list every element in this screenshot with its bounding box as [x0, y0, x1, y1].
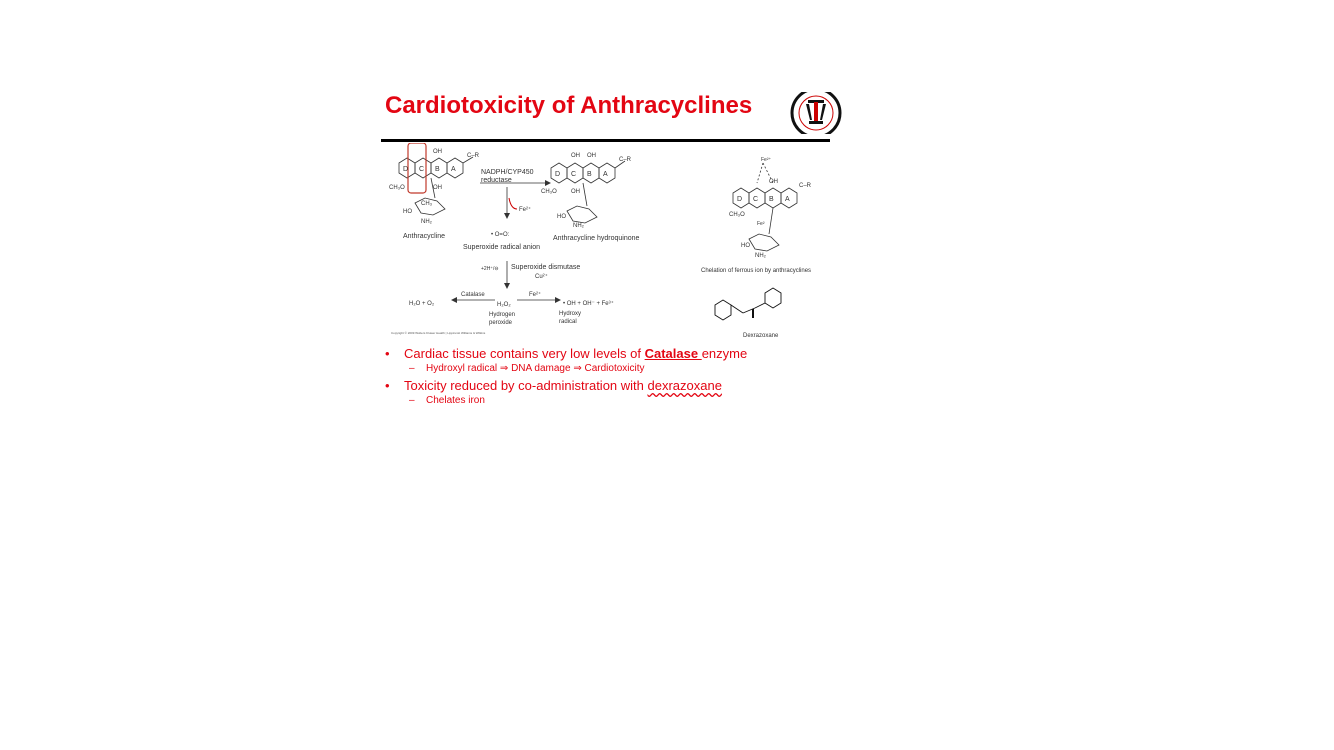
peroxide-label: peroxide: [489, 320, 513, 326]
bullet-text: Toxicity reduced by co-administration with: [404, 378, 648, 393]
copyright-line: Copyright © 2009 Wolters Kluwer Health | Lippincott Williams & Wilkins: [391, 331, 486, 335]
bullet-item: [385, 346, 845, 361]
ring-label: A: [785, 196, 790, 203]
oh-label: OH: [769, 179, 778, 185]
ho-label: HO: [557, 214, 566, 220]
radical-label: radical: [559, 319, 577, 325]
anthracycline-caption: Anthracycline: [403, 233, 446, 240]
dexrazoxane-caption: Dexrazoxane: [743, 333, 779, 339]
oh-label: OH: [433, 185, 442, 191]
bullet-symbol: •: [385, 378, 390, 393]
o2-radical-label: • O=O:: [491, 232, 510, 238]
dash-symbol: –: [409, 363, 415, 374]
water-products: H₂O + O₂: [409, 301, 435, 307]
bullet-text: Cardiac tissue contains very low levels of: [404, 346, 645, 361]
hydroxyl-products: • OH + OH⁻ + Fe³⁺: [563, 301, 614, 307]
bullet-symbol: •: [385, 346, 390, 361]
fe2-label: Fe²⁺: [519, 207, 532, 213]
ho-label: HO: [403, 209, 412, 215]
dexrazoxane-keyword: dexrazoxane: [647, 378, 722, 393]
ch3o-label: CH₃O: [389, 185, 405, 191]
catalase-keyword: Catalase: [644, 346, 702, 361]
enzyme-label: NADPH/CYP450: [481, 169, 534, 176]
cr-label: C–R: [467, 153, 480, 159]
sub-bullet-text: Chelates iron: [426, 395, 485, 406]
slide-title: Cardiotoxicity of Anthracyclines: [385, 92, 753, 119]
cu-label: Cu²⁺: [535, 274, 548, 280]
nh2-label: NH₂: [755, 253, 766, 259]
university-logo: [790, 92, 842, 134]
dismutase-label: Superoxide dismutase: [511, 264, 581, 271]
ring-label: C: [753, 196, 759, 203]
fe2-label: Fe²⁺: [529, 292, 542, 298]
bullet-list: [385, 345, 845, 410]
oh-label: OH: [571, 189, 580, 195]
ring-label: C: [571, 171, 577, 178]
ring-label: D: [403, 166, 409, 173]
oh-label: OH: [433, 149, 442, 155]
h2o2-label: H₂O₂: [497, 302, 511, 308]
catalase-label: Catalase: [461, 292, 485, 298]
ho-label: HO: [741, 243, 750, 249]
ring-label: A: [451, 166, 456, 173]
ring-label: D: [555, 171, 561, 178]
hydrogen-label: Hydrogen: [489, 312, 516, 318]
bullet-text-tail: enzyme: [701, 346, 748, 361]
dash-symbol: –: [409, 395, 415, 406]
nh2-label: NH₂: [421, 219, 432, 225]
nh2-label: NH₂: [573, 223, 584, 229]
bullet-item: [385, 378, 845, 393]
fe-inner-label: Fe²: [757, 221, 765, 227]
cr-label: C–R: [799, 183, 812, 189]
enzyme-label-2: reductase: [481, 177, 512, 184]
hydrogen-ion-label: +2H⁺/⊖: [481, 266, 499, 272]
ring-label: A: [603, 171, 608, 178]
ch3o-label: CH₃O: [541, 189, 557, 195]
ring-label: B: [587, 171, 592, 178]
ch3-label: CH₃: [421, 201, 433, 207]
sub-bullet-item: [385, 395, 845, 407]
sub-bullet-text: Hydroxyl radical ⇒ DNA damage ⇒ Cardiotoxicity: [426, 363, 645, 374]
ch3o-label: CH₃O: [729, 212, 745, 218]
dexrazoxane-structure: [715, 288, 781, 320]
ring-label: D: [737, 196, 743, 203]
oh-label: OH: [587, 153, 596, 159]
hydroxy-label: Hydroxy: [559, 311, 582, 317]
hydroquinone-caption: Anthracycline hydroquinone: [553, 235, 640, 242]
ring-label: B: [435, 166, 440, 173]
ring-label: C: [419, 166, 425, 173]
oh-label: OH: [571, 153, 580, 159]
ring-label: B: [769, 196, 774, 203]
chelation-caption: Chelation of ferrous ion by anthracyclines: [701, 268, 812, 274]
anthracycline-mechanism-diagram: [385, 143, 835, 343]
fe2-label: Fe²⁺: [761, 157, 772, 163]
superoxide-caption: Superoxide radical anion: [463, 244, 541, 251]
cr-label: C–R: [619, 157, 632, 163]
chelation-structure: [733, 163, 797, 251]
sub-bullet-item: [385, 363, 845, 375]
title-divider: [381, 139, 830, 142]
